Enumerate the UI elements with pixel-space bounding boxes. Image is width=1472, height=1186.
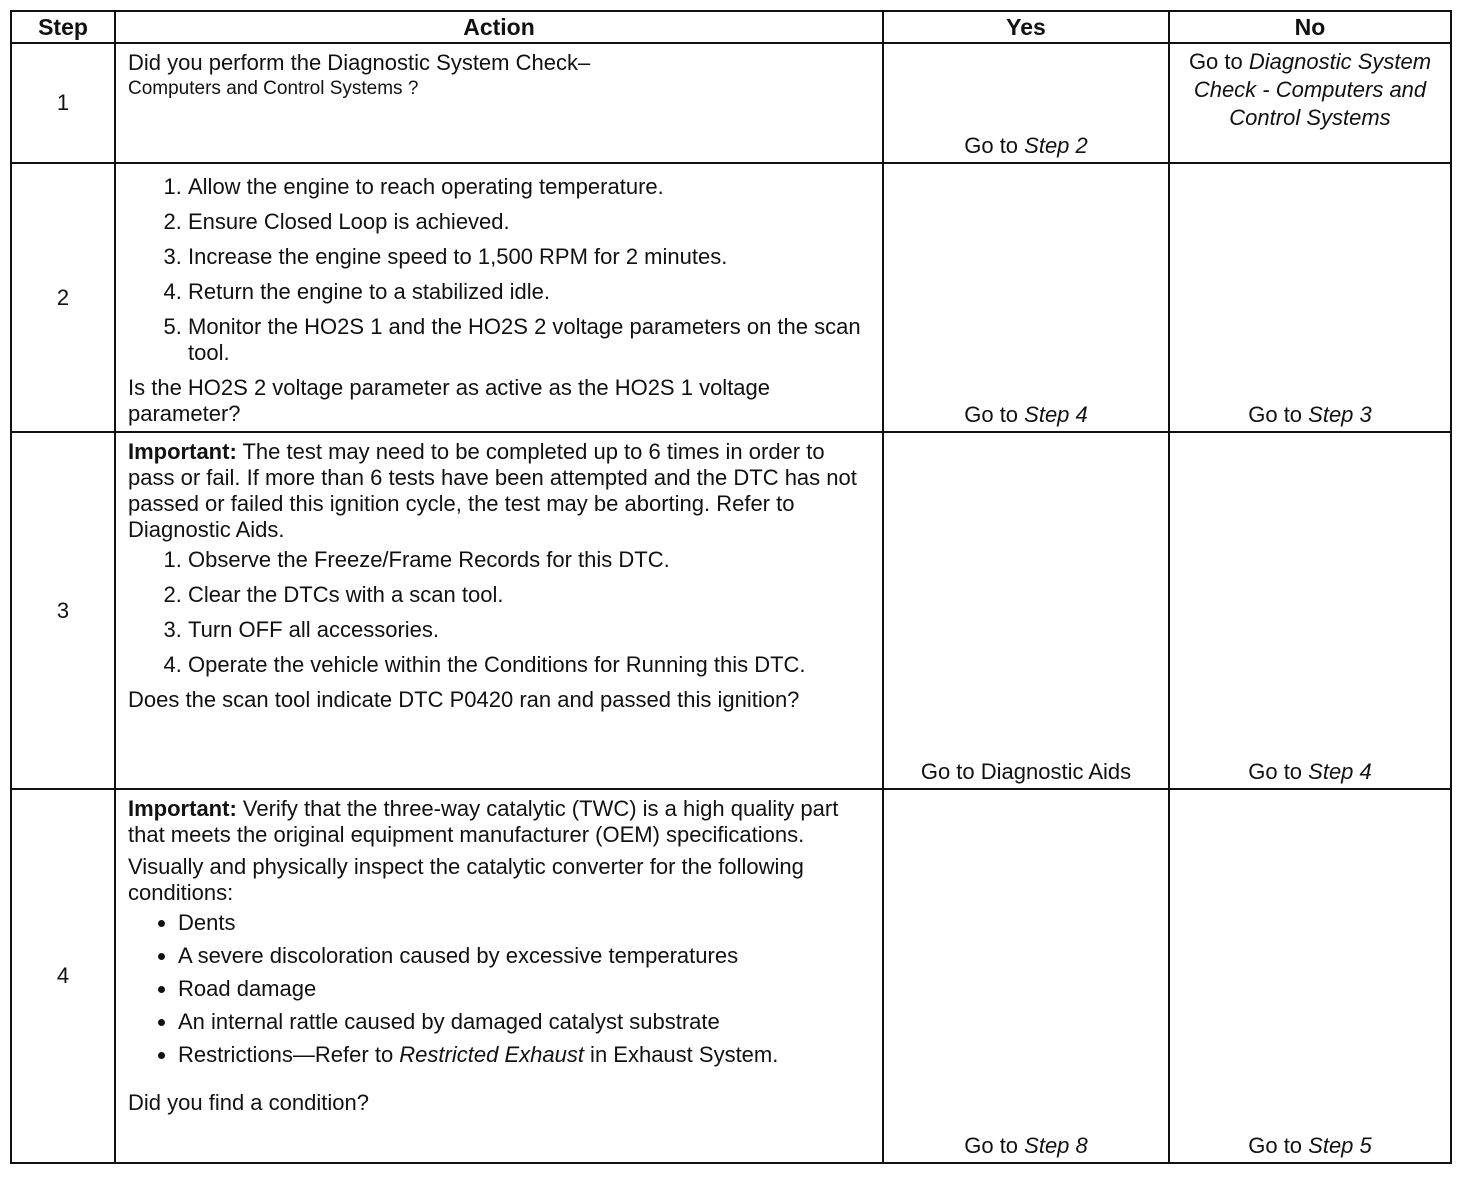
- diagnostic-table: [10, 10, 1452, 1164]
- header-no: No: [1169, 11, 1451, 43]
- important-label: Important:: [128, 439, 237, 464]
- inspection-intro: Visually and physically inspect the catalytic converter for the following conditions:: [128, 854, 804, 905]
- header-step: Step: [11, 11, 115, 43]
- list-item: [178, 1042, 872, 1068]
- no-step-ref: Step 3: [1308, 402, 1372, 427]
- condition-list: [128, 910, 872, 1068]
- action-cell: [115, 432, 883, 789]
- list-item: 5. Monitor the HO2S 1 and the HO2S 2 voltage parameters on the scan tool.: [188, 314, 872, 366]
- list-item: 2. Clear the DTCs with a scan tool.: [188, 582, 872, 608]
- procedure-list: [128, 547, 872, 678]
- no-prefix: Go to: [1248, 402, 1309, 427]
- step-number: 3: [11, 432, 115, 789]
- no-cell: [1169, 43, 1451, 163]
- step-number: 2: [11, 163, 115, 432]
- yes-text: Go to Diagnostic Aids: [920, 759, 1132, 784]
- yes-prefix: Go to: [964, 133, 1025, 158]
- list-item: • Road damage: [178, 976, 872, 1002]
- step-number: 1: [11, 43, 115, 163]
- bullet-prefix: Restrictions—Refer to: [178, 1042, 400, 1067]
- action-cell: [115, 43, 883, 163]
- important-note: [128, 439, 872, 543]
- action-cell: [115, 163, 883, 432]
- no-step-ref: Diagnostic System Check - Computers and Control Systems: [1193, 49, 1432, 130]
- no-prefix: Go to: [1188, 49, 1249, 74]
- list-item: 4. Operate the vehicle within the Conditions for Running this DTC.: [188, 652, 872, 678]
- yes-cell: [883, 43, 1169, 163]
- restricted-exhaust-ref: Restricted Exhaust: [399, 1042, 584, 1067]
- no-prefix: Go to: [1248, 1133, 1309, 1158]
- yes-step-ref: Step 4: [1024, 402, 1088, 427]
- important-label: Important:: [128, 796, 237, 821]
- yes-step-ref: Step 2: [1024, 133, 1088, 158]
- table-row: [11, 432, 1451, 789]
- list-item: 4. Return the engine to a stabilized idle.: [188, 279, 872, 305]
- bullet-suffix: in Exhaust System.: [583, 1042, 779, 1067]
- header-row: [11, 11, 1451, 43]
- important-text: Verify that the three-way catalytic (TWC) is a high quality part that meets the original equipment manufacturer (OEM) specifications.: [128, 796, 839, 847]
- table-row: [11, 43, 1451, 163]
- important-note: [128, 796, 872, 848]
- list-item: 1. Observe the Freeze/Frame Records for this DTC.: [188, 547, 872, 573]
- action-cell: [115, 789, 883, 1163]
- procedure-list: [128, 174, 872, 366]
- yes-cell: [883, 789, 1169, 1163]
- table-row: [11, 163, 1451, 432]
- important-text: The test may need to be completed up to 6 times in order to pass or fail. If more than 6 tests have been attempted and the DTC has not passed or failed this ignition cycle, the test may be aborting. Refer to Diagnostic Aids.: [128, 439, 857, 542]
- step-number: 4: [11, 789, 115, 1163]
- list-item: • An internal rattle caused by damaged catalyst substrate: [178, 1009, 872, 1035]
- list-item: • Dents: [178, 910, 872, 936]
- no-cell: [1169, 163, 1451, 432]
- table-row: [11, 789, 1451, 1163]
- yes-step-ref: Step 8: [1024, 1133, 1088, 1158]
- list-item: • A severe discoloration caused by excessive temperatures: [178, 943, 872, 969]
- list-item: 1. Allow the engine to reach operating temperature.: [188, 174, 872, 200]
- no-cell: [1169, 432, 1451, 789]
- question: Did you perform the Diagnostic System Check–: [128, 50, 591, 75]
- yes-prefix: Go to: [964, 402, 1025, 427]
- yes-cell: [883, 432, 1169, 789]
- question: Does the scan tool indicate DTC P0420 ran and passed this ignition?: [128, 687, 800, 712]
- list-item: 2. Ensure Closed Loop is achieved.: [188, 209, 872, 235]
- no-cell: [1169, 789, 1451, 1163]
- header-yes: Yes: [883, 11, 1169, 43]
- question: Computers and Control Systems ?: [128, 78, 419, 99]
- list-item: 3. Turn OFF all accessories.: [188, 617, 872, 643]
- no-step-ref: Step 4: [1308, 759, 1372, 784]
- question: Is the HO2S 2 voltage parameter as active as the HO2S 1 voltage parameter?: [128, 375, 771, 426]
- question: Did you find a condition?: [128, 1090, 369, 1115]
- yes-cell: [883, 163, 1169, 432]
- yes-prefix: Go to: [964, 1133, 1025, 1158]
- list-item: 3. Increase the engine speed to 1,500 RPM for 2 minutes.: [188, 244, 872, 270]
- no-prefix: Go to: [1248, 759, 1309, 784]
- no-step-ref: Step 5: [1308, 1133, 1372, 1158]
- header-action: Action: [115, 11, 883, 43]
